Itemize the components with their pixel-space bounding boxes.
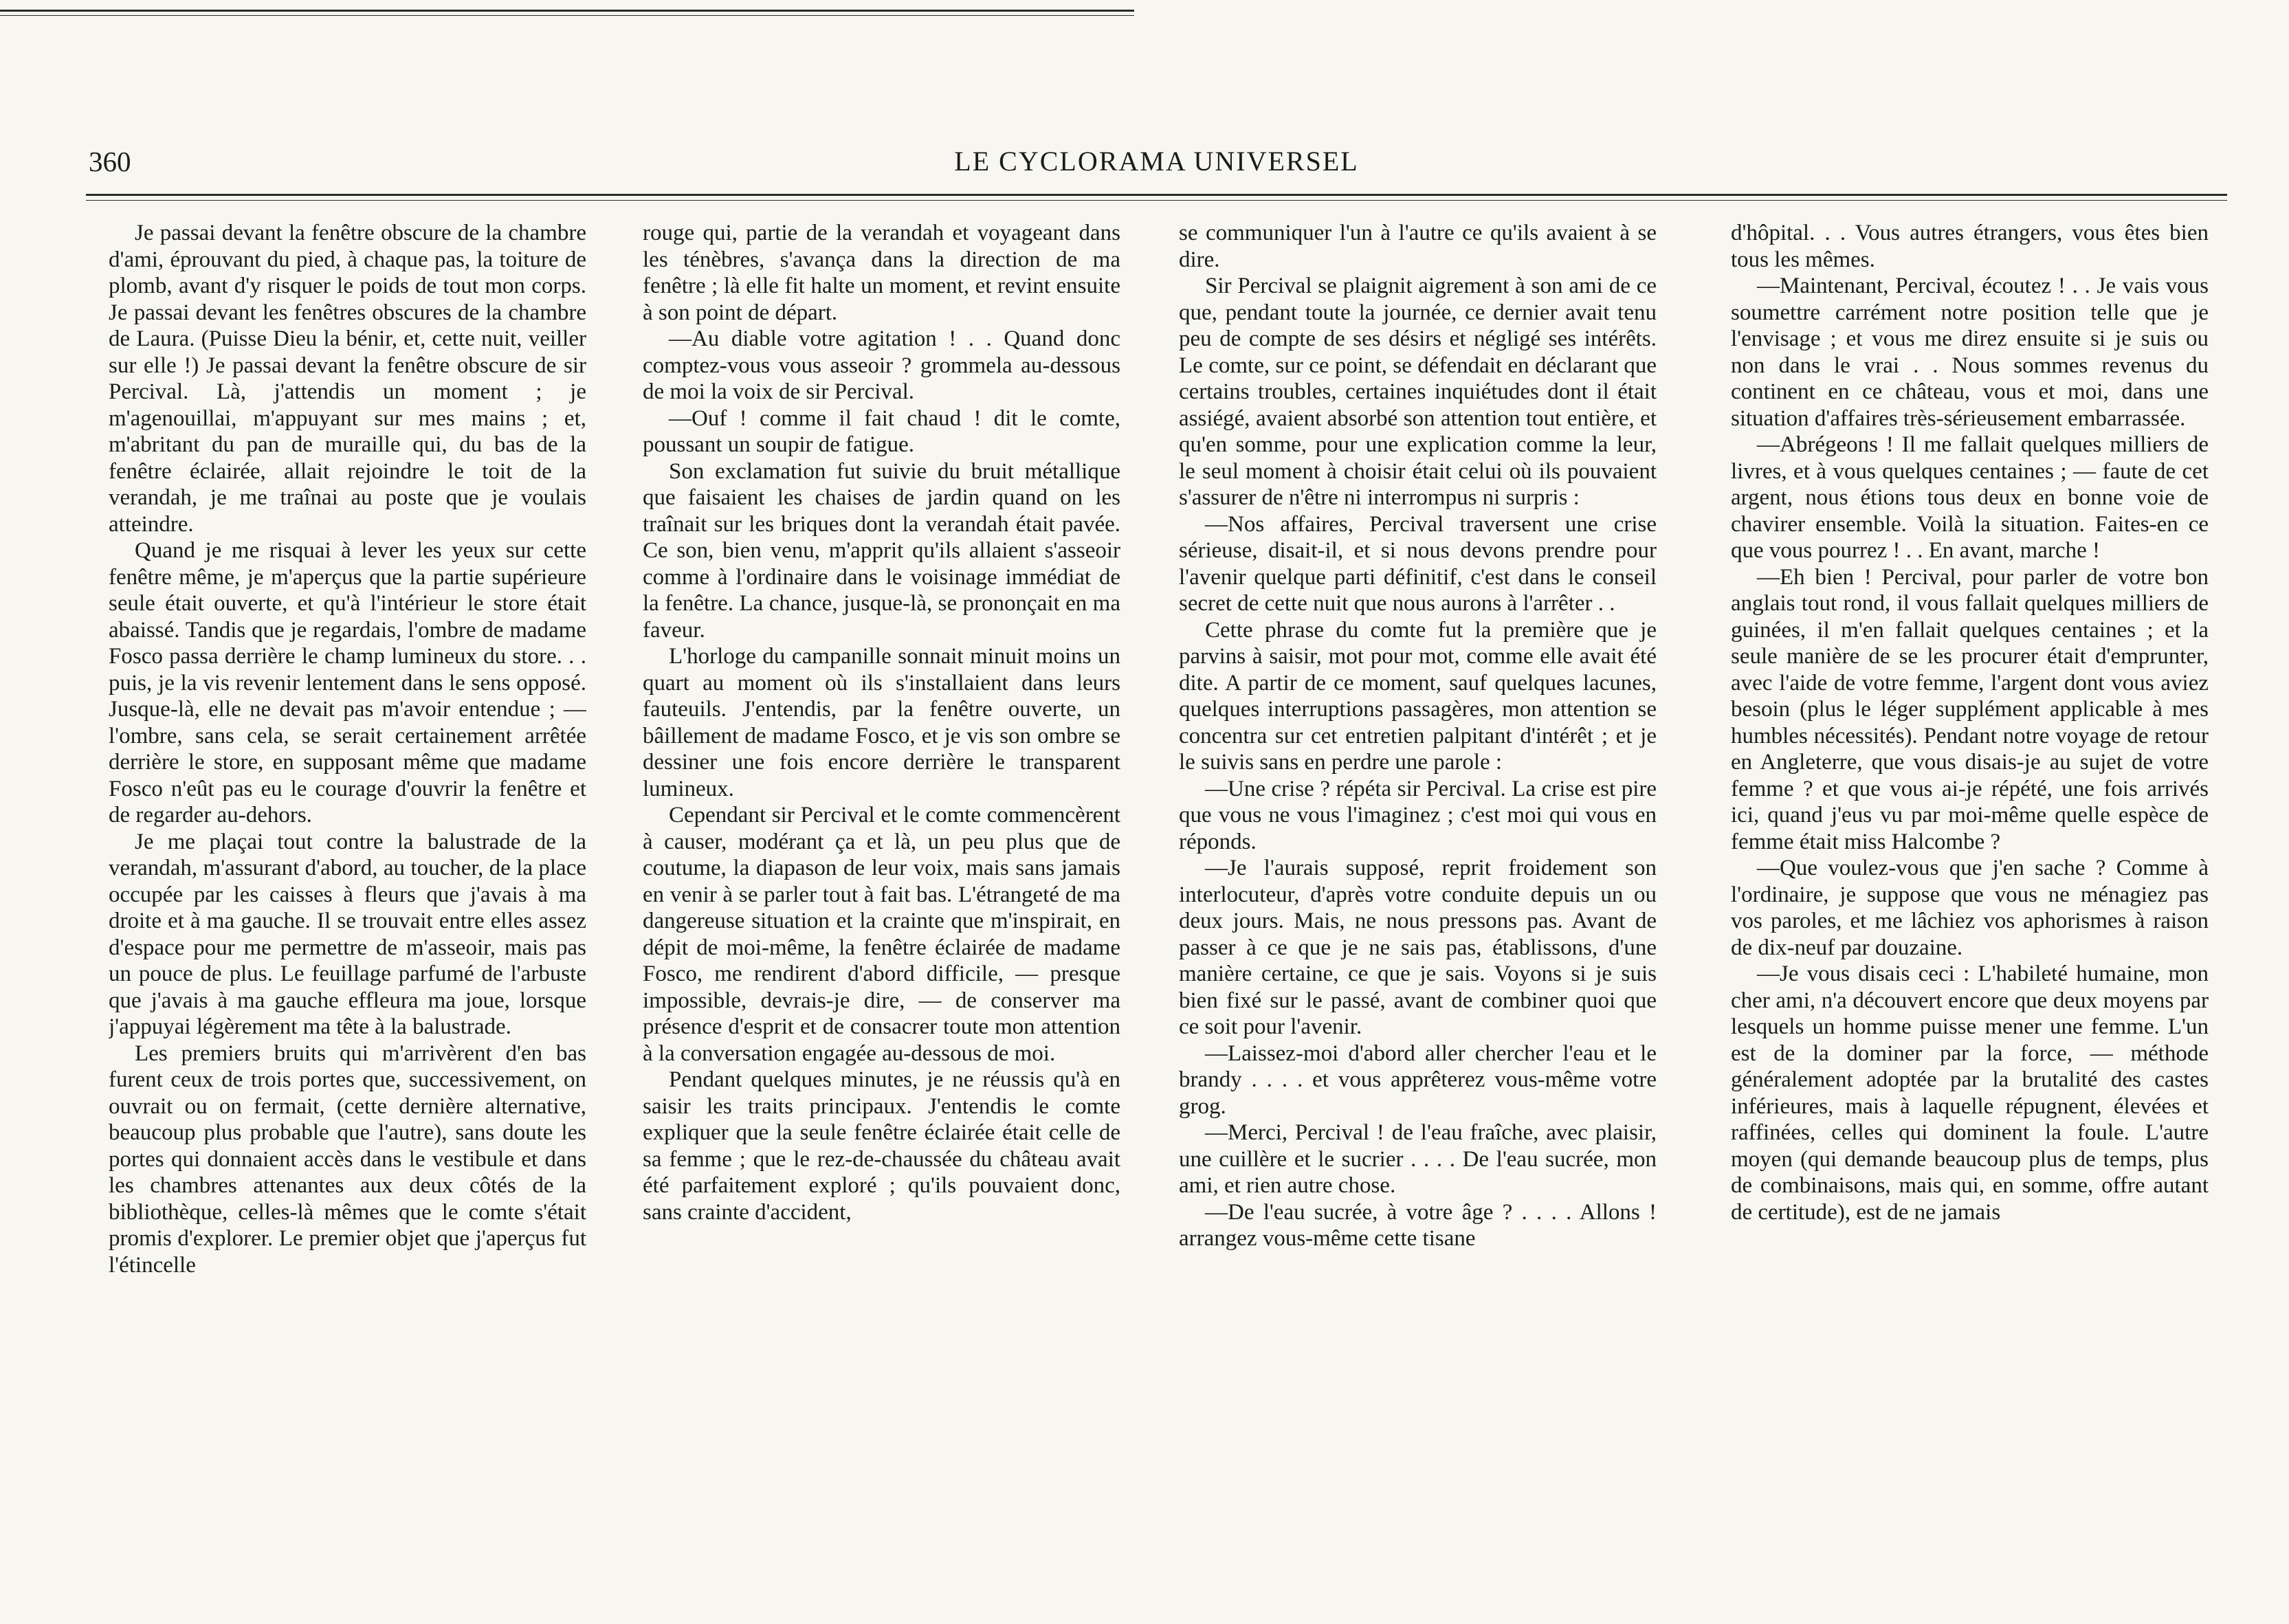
top-rule-thick — [0, 10, 1134, 12]
paragraph: —Je l'aurais supposé, reprit froidement son interlocuteur, d'après votre conduite depuis un ou deux jours. Mais, ne nous pressons pas. Avant de passer à ce que je ne sais pas, établissons, d'une manière certaine, ce que je sais. Voyons si je suis bien fixé sur le passé, avant de combiner quoi que ce soit pour l'avenir. — [1179, 856, 1657, 1039]
header-rule-thin — [86, 200, 2227, 201]
paragraph: —Je vous disais ceci : L'habileté humaine, mon cher ami, n'a découvert encore que deux moyens par lesquels un homme puisse mener une femme. L'un est de la dominer par la force, — méthode généralement adoptée par la brutalité des castes inférieures, mais à laquelle répugnent, élevées et raffinées, celles qui dominent la foule. L'autre moyen (qui demande beaucoup plus de temps, plus de combinaisons, mais qui, en somme, offre autant de certitude), est de ne jamais — [1731, 961, 2209, 1225]
text-column-4 — [1731, 220, 2209, 1505]
paragraph: Je me plaçai tout contre la balustrade de la verandah, m'assurant d'abord, au toucher, de la place occupée par les caisses à fleurs que j'avais à ma droite et à ma gauche. Il se trouvait entre elles assez d'espace pour me permettre de m'asseoir, mais pas un pouce de plus. Le feuillage parfumé de l'arbuste que j'avais à ma gauche effleura ma joue, lorsque j'appuyai légèrement ma tête à la balustrade. — [109, 829, 586, 1039]
paragraph: Son exclamation fut suivie du bruit métallique que faisaient les chaises de jardin quand on les traînait sur les briques dont la verandah était pavée. Ce son, bien venu, m'apprit qu'ils allaient s'asseoir comme à l'ordinaire dans le voisinage immédiat de la fenêtre. La chance, jusque-là, se prononçait en ma faveur. — [643, 458, 1120, 643]
paragraph: —Ouf ! comme il fait chaud ! dit le comte, poussant un soupir de fatigue. — [643, 405, 1120, 457]
paragraph: rouge qui, partie de la verandah et voyageant dans les ténèbres, s'avança dans la direction de ma fenêtre ; là elle fit halte un moment, et revint ensuite à son point de départ. — [643, 221, 1120, 325]
paragraph: L'horloge du campanille sonnait minuit moins un quart au moment où ils s'installaient dans leurs fauteuils. J'entendis, par la fenêtre ouverte, un bâillement de madame Fosco, et je vis son ombre se dessiner une fois encore derrière le transparent lumineux. — [643, 644, 1120, 801]
top-rule-thin — [0, 15, 1134, 16]
text-column-2 — [643, 220, 1120, 1505]
running-title: LE CYCLORAMA UNIVERSEL — [954, 146, 1359, 177]
text-column-1 — [109, 220, 586, 1505]
paragraph: —Une crise ? répéta sir Percival. La crise est pire que vous ne vous l'imaginez ; c'est moi qui vous en réponds. — [1179, 776, 1657, 854]
paragraph: —Nos affaires, Percival traversent une crise sérieuse, disait-il, et si nous devons prendre pour l'avenir quelque parti définitif, c'est dans le conseil secret de cette nuit que nous aurons à l'arrêter . . — [1179, 511, 1657, 616]
paragraph: —Que voulez-vous que j'en sache ? Comme à l'ordinaire, je suppose que vous ne ménagiez pas vos paroles, et me lâchiez vos aphorismes à raison de dix-neuf par douzaine. — [1731, 856, 2209, 960]
paragraph: Cependant sir Percival et le comte commencèrent à causer, modérant ça et là, un peu plus que de coutume, la diapason de leur voix, mais sans jamais en venir à se parler tout à fait bas. L'étrangeté de ma dangereuse situation et la crainte que m'inspirait, en dépit de moi-même, la fenêtre éclairée de madame Fosco, me rendirent d'abord difficile, — presque impossible, devrais-je dire, — de conserver ma présence d'esprit et de consacrer toute mon attention à la conversation engagée au-dessous de moi. — [643, 803, 1120, 1066]
paragraph: Quand je me risquai à lever les yeux sur cette fenêtre même, je m'aperçus que la partie supérieure seule était ouverte, et qu'à l'intérieur le store était abaissé. Tandis que je regardais, l'ombre de madame Fosco passa derrière le champ lumineux du store. . . puis, je la vis revenir lentement dans le sens opposé. Jusque-là, elle ne devait pas m'avoir entendue ; — l'ombre, sans cela, se serait certainement arrêtée derrière le store, en supposant même que madame Fosco n'eût pas eu le courage d'ouvrir la fenêtre et de regarder au-dehors. — [109, 538, 586, 827]
paragraph: d'hôpital. . . Vous autres étrangers, vous êtes bien tous les mêmes. — [1731, 221, 2209, 272]
page-header — [86, 141, 2227, 189]
paragraph: se communiquer l'un à l'autre ce qu'ils avaient à se dire. — [1179, 221, 1657, 272]
paragraph: Cette phrase du comte fut la première que je parvins à saisir, mot pour mot, comme elle avait été dite. A partir de ce moment, sauf quelques lacunes, quelques interruptions passagères, mon attention se concentra sur cet entretien palpitant d'intérêt ; et je le suivis sans en perdre une parole : — [1179, 617, 1657, 775]
page-number: 360 — [89, 146, 131, 177]
paragraph: Les premiers bruits qui m'arrivèrent d'en bas furent ceux de trois portes que, successivement, on ouvrait ou on fermait, (cette dernière alternative, beaucoup plus probable que l'autre), sans doute les portes qui donnaient accès dans le vestibule et dans les chambres attenantes aux deux côtés de la bibliothèque, celles-là mêmes que le comte s'était promis d'explorer. Le premier objet que j'aperçus fut l'étincelle — [109, 1041, 586, 1278]
header-rule-thick — [86, 194, 2227, 196]
paragraph: —Laissez-moi d'abord aller chercher l'eau et le brandy . . . . et vous apprêterez vous-même votre grog. — [1179, 1041, 1657, 1119]
paragraph: —Au diable votre agitation ! . . Quand donc comptez-vous vous asseoir ? grommela au-dessous de moi la voix de sir Percival. — [643, 326, 1120, 404]
paragraph: —Merci, Percival ! de l'eau fraîche, avec plaisir, une cuillère et le sucrier . . . . De l'eau sucrée, mon ami, et rien autre chose. — [1179, 1120, 1657, 1198]
paragraph: —Eh bien ! Percival, pour parler de votre bon anglais tout rond, il vous fallait quelques milliers de guinées, il m'en fallait quelques centaines ; et la seule manière de se les procurer était d'emprunter, avec l'aide de votre femme, l'argent dont vous aviez besoin (plus le léger supplément applicable à mes humbles nécessités). Pendant notre voyage de retour en Angleterre, que vous disais-je au sujet de votre femme ? et que vous ai-je répété, une fois arrivés ici, quand j'eus vu par moi-même quelle espèce de femme était miss Halcombe ? — [1731, 564, 2209, 854]
text-column-3 — [1179, 220, 1657, 1505]
paragraph: —De l'eau sucrée, à votre âge ? . . . . Allons ! arrangez vous-même cette tisane — [1179, 1199, 1657, 1251]
paragraph: Je passai devant la fenêtre obscure de la chambre d'ami, éprouvant du pied, à chaque pas, la toiture de plomb, avant d'y risquer le poids de tout mon corps. Je passai devant les fenêtres obscures de la chambre de Laura. (Puisse Dieu la bénir, et, cette nuit, veiller sur elle !) Je passai devant la fenêtre obscure de sir Percival. Là, j'attendis un moment ; je m'agenouillai, m'appuyant sur mes mains ; et, m'abritant du pan de muraille qui, du bas de la fenêtre éclairée, allait rejoindre le toit de la verandah, je me traînai au poste que je voulais atteindre. — [109, 221, 586, 537]
paragraph: Sir Percival se plaignit aigrement à son ami de ce que, pendant toute la journée, ce dernier avait tenu peu de compte de ses désirs et négligé ses intérêts. Le comte, sur ce point, se défendait en déclarant que certains troubles, certaines inquiétudes dont il était assiégé, avaient absorbé son attention tout entière, et qu'en somme, pour une explication comme la leur, le seul moment à choisir était celui où ils pouvaient s'assurer de n'être ni interrompus ni surpris : — [1179, 274, 1657, 510]
paragraph: Pendant quelques minutes, je ne réussis qu'à en saisir les traits principaux. J'entendis le comte expliquer que la seule fenêtre éclairée était celle de sa femme ; que le rez-de-chaussée du château avait été parfaitement exploré ; qu'ils pouvaient donc, sans crainte d'accident, — [643, 1067, 1120, 1225]
paragraph: —Maintenant, Percival, écoutez ! . . Je vais vous soumettre carrément notre position telle que je l'envisage ; et vous me direz ensuite si je suis ou non dans le vrai . . Nous sommes revenus du continent en ce château, vous et moi, dans une situation d'affaires très-sérieusement embarrassée. — [1731, 274, 2209, 431]
paragraph: —Abrégeons ! Il me fallait quelques milliers de livres, et à vous quelques centaines ; — faute de cet argent, nous étions tous deux en bonne voie de chavirer ensemble. Voilà la situation. Faites-en ce que vous pourrez ! . . En avant, marche ! — [1731, 432, 2209, 563]
